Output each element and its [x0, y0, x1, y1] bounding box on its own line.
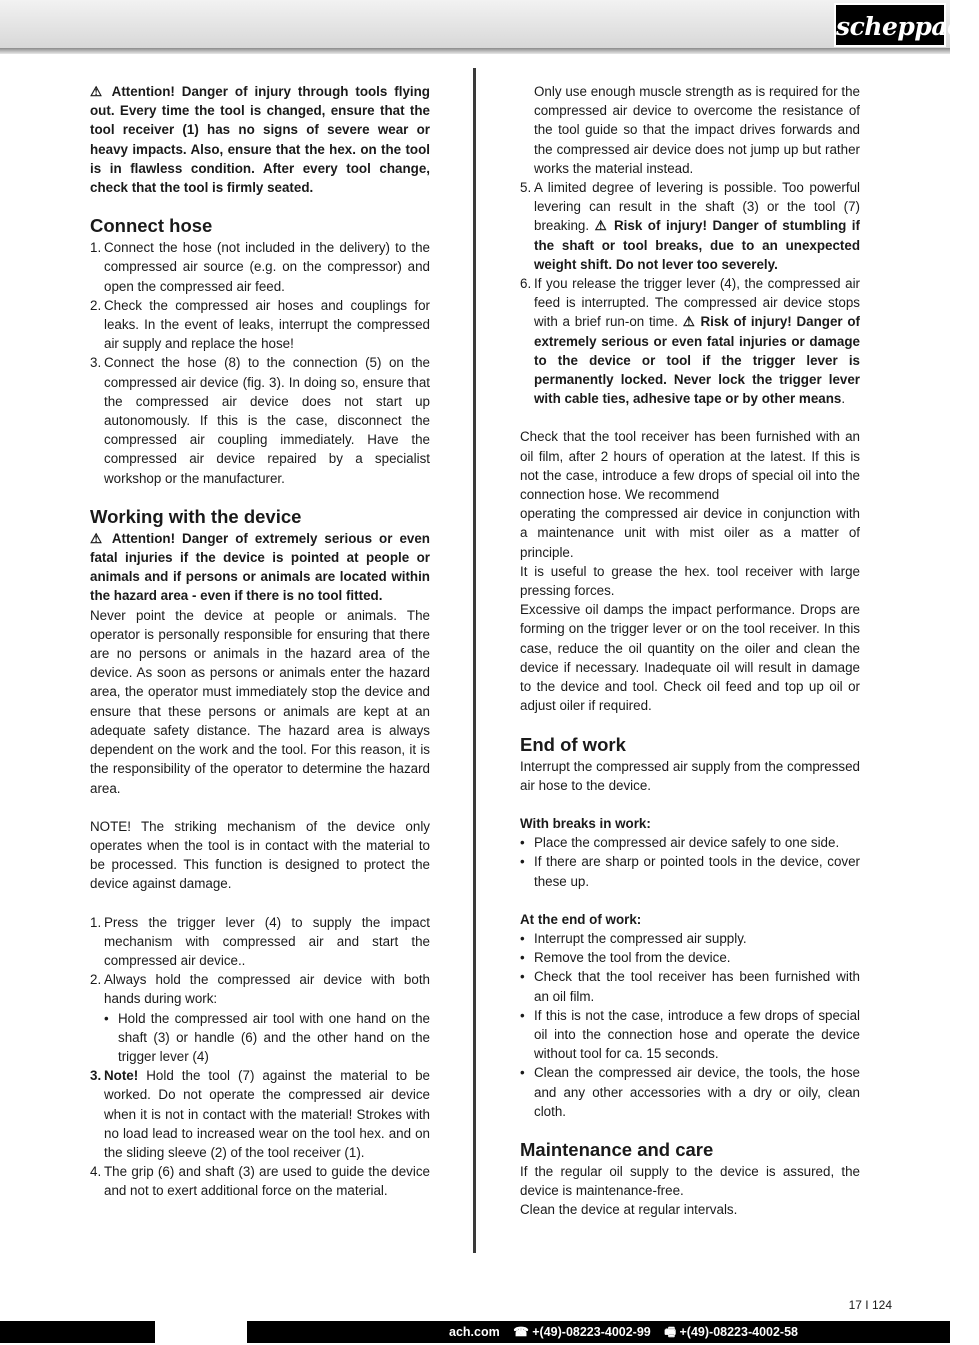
footer-contact — [439, 1321, 798, 1343]
list-item: 6. If you release the trigger lever (4), the compressed air feed is interrupted. The compressed air device stops with a brief run-on time. ⚠ Risk of injury! Danger of extremely serious or even fatal injuries or damage to the device or tool if the trigger lever is permanently locked. Never lock the trigger lever with cable ties, adhesive tape or by other means. — [520, 276, 860, 407]
list-item: 3. Connect the hose (8) to the connection (5) on the compressed air device (fig. 3). In doing so, ensure that the compressed air device does not start up autonomously. If this is the case, disconnect the compressed air coupling immediately. Have the compressed air device repaired by a specialist workshop or the manufacturer. — [90, 355, 430, 486]
header-bar — [0, 0, 950, 48]
oil-paragraph-2: operating the compressed air device in conjunction with a maintenance unit with mist oiler as a matter of principle. — [520, 506, 860, 560]
left-column — [90, 82, 430, 1201]
connect-hose-heading: Connect hose — [90, 215, 213, 237]
list-item: • Check that the tool receiver has been furnished with an oil film. — [520, 967, 860, 1005]
working-paragraph: Never point the device at people or animals. The operator is personally responsible for ensuring that there are no persons or animals in the hazard area of the device. As soon as persons or animals enter the hazard area, the operator must immediately stop the device and ensure that these persons or animals are kept at an adequate safety distance. The hazard area is always dependent on the work and the tool. For this reason, it is the responsibility of the operator to determine the hazard area. — [90, 607, 430, 796]
list-item: • Clean the compressed air device, the tools, the hose and any other accessories with a dry or oily, clean cloth. — [520, 1063, 860, 1121]
end-subheading: At the end of work: — [520, 911, 642, 927]
footer-fax: 🖷 +(49)-08223-4002-58 — [664, 1325, 798, 1339]
list-item: • Place the compressed air device safely to one side. — [520, 833, 860, 852]
maintenance-paragraph-2: Clean the device at regular intervals. — [520, 1202, 738, 1218]
maintenance-heading: Maintenance and care — [520, 1138, 714, 1160]
oil-paragraph-3: It is useful to grease the hex. tool receiver with large pressing forces. — [520, 563, 860, 599]
connect-hose-list — [90, 238, 430, 488]
oil-paragraph-4: Excessive oil damps the impact performance. Drops are forming on the trigger lever or on the tool receiver. In this case, reduce the oil quantity on the oiler and clean the device if necessary. Inadequate oil will result in damage to the device and tool. Check oil feed and top up oil or adjust oiler if required. — [520, 602, 860, 714]
end-of-work-paragraph: Interrupt the compressed air supply from the compressed air hose to the device. — [520, 758, 860, 793]
list-item: • If this is not the case, introduce a few drops of special oil into the connection hose and operate the device without tool for ca. 15 seconds. — [520, 1006, 860, 1064]
list-item: 3. Note! Hold the tool (7) against the material to be worked. Do not operate the compressed air device when it is not in contact with the material! Strokes with no load lead to increased wear on the tool hex. and on the sliding sleeve (2) of the tool receiver (1). — [90, 1068, 430, 1160]
footer-white-block — [155, 1321, 247, 1343]
list-item: 1. Press the trigger lever (4) to supply the impact mechanism with compressed air and start the compressed air device.. — [90, 914, 430, 968]
list-item: • Remove the tool from the device. — [520, 948, 860, 967]
maintenance-paragraph-1: If the regular oil supply to the device is assured, the device is maintenance-free. — [520, 1163, 860, 1199]
attention-hazard-warning: ⚠ Attention! Danger of extremely serious or even fatal injuries if the device is pointed at people or animals and if persons or animals are located within the hazard area - even if there is no tool fitted. — [90, 530, 430, 604]
page-number: 17 I 124 — [848, 1298, 892, 1312]
right-column — [520, 82, 860, 1220]
brand-logo: scheppach — [834, 3, 946, 47]
list-item: 5. A limited degree of levering is possible. Too powerful levering can result in the shaft (3) or the tool (7) breaking. ⚠ Risk of injury! Danger of stumbling if the shaft or tool breaks, due to an unexpected weight shift. Do not lever too severely. — [520, 180, 860, 272]
attention-tool-warning: ⚠ Attention! Danger of injury through tools flying out. Every time the tool is changed, ensure that the tool receiver (1) has no signs of severe wear or heavy impacts. Also, ensure that the hex. on the tool is in flawless condition. After every tool change, check that the tool is firmly seated. — [90, 84, 430, 196]
list-item: 1. Connect the hose (not included in the delivery) to the compressed air source (e.g. on the compressor) and open the compressed air feed. — [90, 240, 430, 294]
list-item: • Hold the compressed air tool with one hand on the shaft (3) or handle (6) and the other hand on the trigger lever (4) — [104, 1009, 430, 1067]
footer-bar — [0, 1321, 950, 1343]
list-item: • Interrupt the compressed air supply. — [520, 929, 860, 948]
footer-website: ach.com — [449, 1325, 500, 1339]
oil-paragraph-1: Check that the tool receiver has been furnished with an oil film, after 2 hours of operation at the latest. If this is not the case, introduce a few drops of special oil into the connection hose. We recommend — [520, 429, 860, 503]
footer-phone: ☎ +(49)-08223-4002-99 — [513, 1325, 651, 1339]
breaks-subheading: With breaks in work: — [520, 815, 651, 831]
list-item: 2. Check the compressed air hoses and couplings for leaks. In the event of leaks, interrupt the compressed air supply and replace the hose! — [90, 297, 430, 352]
column-divider — [473, 68, 476, 1253]
list-item: 2. Always hold the compressed air device with both hands during work: • Hold the compressed air tool with one hand on the shaft (3) or handle (6) and the other hand on the trigger lever (4) — [90, 970, 430, 1066]
working-heading: Working with the device — [90, 505, 302, 527]
list-item: • If there are sharp or pointed tools in the device, cover these up. — [520, 852, 860, 890]
continued-paragraph: Only use enough muscle strength as is required for the compressed air device to overcome the resistance of the tool guide so that the impact drives forwards and the compressed air device does not jump up but rather works the material instead. — [534, 84, 860, 176]
end-of-work-list — [520, 929, 860, 1121]
note-paragraph: NOTE! The striking mechanism of the device only operates when the tool is in contact with the material to be processed. This function is designed to protect the device against damage. — [90, 818, 430, 892]
operation-steps-continued — [520, 178, 860, 408]
end-of-work-heading: End of work — [520, 733, 626, 755]
list-item: 4. The grip (6) and shaft (3) are used to guide the device and not to exert additional force on the material. — [90, 1164, 430, 1199]
operation-steps — [90, 913, 430, 1201]
header-shadow — [0, 48, 950, 54]
breaks-list — [520, 833, 860, 891]
